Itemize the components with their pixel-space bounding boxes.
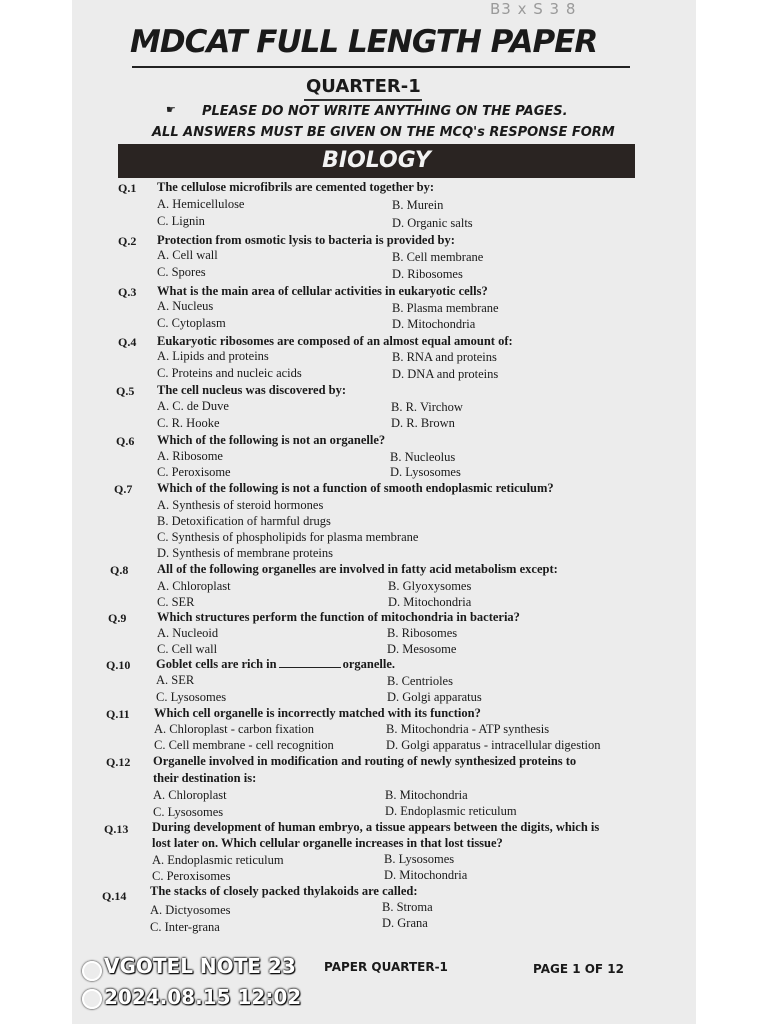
question-text-continued: lost later on. Which cellular organelle increases in that lost tissue? <box>152 836 503 850</box>
question-number: Q.6 <box>116 434 135 448</box>
option-d: D. Endoplasmic reticulum <box>385 804 517 818</box>
question-text: Which structures perform the function of mitochondria in bacteria? <box>157 610 520 624</box>
question-text <box>156 657 395 672</box>
option-b: B. Lysosomes <box>384 852 455 866</box>
option-b: B. Murein <box>392 198 444 212</box>
option-b: B. Glyoxysomes <box>388 579 472 593</box>
option-d: D. R. Brown <box>391 416 455 430</box>
option-a: A. Chloroplast <box>157 579 231 593</box>
question-number: Q.1 <box>118 181 137 195</box>
question-number: Q.3 <box>118 285 137 299</box>
option-a: A. Ribosome <box>157 449 223 463</box>
option-b: B. Ribosomes <box>387 626 458 640</box>
question-number: Q.2 <box>118 234 137 248</box>
option-c: C. Lysosomes <box>156 690 227 704</box>
option-c: C. Synthesis of phospholipids for plasma membrane <box>157 530 419 544</box>
option-a: A. Nucleus <box>157 299 214 313</box>
subject-title: BIOLOGY <box>322 148 431 173</box>
option-c: C. Cell wall <box>157 642 218 656</box>
quarter-underline <box>304 99 422 101</box>
option-a: A. Chloroplast - carbon fixation <box>154 722 315 736</box>
question-number: Q.11 <box>106 707 130 721</box>
option-d: D. Mesosome <box>387 642 457 656</box>
question-text: What is the main area of cellular activities in eukaryotic cells? <box>157 284 488 298</box>
option-b: B. Cell membrane <box>392 250 484 264</box>
paper-title: MDCAT FULL LENGTH PAPER <box>130 24 598 60</box>
option-b: B. Stroma <box>382 900 433 914</box>
question-number: Q.14 <box>102 889 127 903</box>
option-b: B. Detoxification of harmful drugs <box>157 514 331 528</box>
option-a: A. C. de Duve <box>157 399 229 413</box>
camera-watermark-icon <box>82 961 102 981</box>
footer-page-number: PAGE 1 OF 12 <box>533 962 625 976</box>
question-text: The cellulose microfibrils are cemented together by: <box>157 180 435 194</box>
option-d: D. Mitochondria <box>388 595 472 609</box>
fill-in-blank <box>279 657 341 668</box>
option-d: D. Mitochondria <box>384 868 468 882</box>
option-c: C. R. Hooke <box>157 416 220 430</box>
option-a: A. SER <box>156 673 195 687</box>
question-number: Q.8 <box>110 563 129 577</box>
camera-device-watermark: VGOTEL NOTE 23 <box>104 954 296 978</box>
camera-timestamp-watermark: 2024.08.15 12:02 <box>104 985 302 1009</box>
option-b: B. Centrioles <box>387 674 453 688</box>
option-c: C. Inter-grana <box>150 920 220 934</box>
option-b: B. R. Virchow <box>391 400 463 414</box>
option-d: D. Organic salts <box>392 216 473 230</box>
pointing-hand-icon: ☛ <box>166 103 176 116</box>
option-b: B. Mitochondria <box>385 788 468 802</box>
option-b: B. Nucleolus <box>390 450 456 464</box>
question-number: Q.10 <box>106 658 131 672</box>
option-b: B. Mitochondria - ATP synthesis <box>386 722 550 736</box>
option-a: A. Cell wall <box>157 248 218 262</box>
option-c: C. Spores <box>157 265 206 279</box>
option-d: D. Grana <box>382 916 428 930</box>
clock-watermark-icon <box>82 989 102 1009</box>
question-text: Organelle involved in modification and routing of newly synthesized proteins to <box>153 754 577 768</box>
option-d: D. DNA and proteins <box>392 367 499 381</box>
option-a: A. Nucleoid <box>157 626 219 640</box>
question-number: Q.5 <box>116 384 135 398</box>
option-a: A. Chloroplast <box>153 788 227 802</box>
exam-page <box>72 0 696 1024</box>
option-c: C. Lysosomes <box>153 805 224 819</box>
instruction-response-form: ALL ANSWERS MUST BE GIVEN ON THE MCQ's RESPONSE FORM <box>152 125 615 140</box>
question-text: All of the following organelles are involved in fatty acid metabolism except: <box>157 562 558 576</box>
question-text-end: organelle. <box>342 657 396 671</box>
option-a: A. Endoplasmic reticulum <box>152 853 284 867</box>
question-number: Q.7 <box>114 482 133 496</box>
subject-banner <box>118 144 635 178</box>
option-d: D. Mitochondria <box>392 317 476 331</box>
question-number: Q.4 <box>118 335 137 349</box>
instruction-no-writing: PLEASE DO NOT WRITE ANYTHING ON THE PAGES. <box>202 104 568 119</box>
option-c: C. Cytoplasm <box>157 316 226 330</box>
option-c: C. Lignin <box>157 214 205 228</box>
option-d: D. Ribosomes <box>392 267 463 281</box>
option-b: B. RNA and proteins <box>392 350 497 364</box>
question-number: Q.12 <box>106 755 131 769</box>
pencil-scribble: B3 x S 3 8 <box>490 0 577 18</box>
quarter-heading: QUARTER-1 <box>306 76 421 97</box>
question-text: Which cell organelle is incorrectly matched with its function? <box>154 706 481 720</box>
option-a: A. Lipids and proteins <box>157 349 269 363</box>
question-text: The cell nucleus was discovered by: <box>157 383 347 397</box>
option-c: C. Peroxisomes <box>152 869 231 883</box>
question-text: Which of the following is not a function of smooth endoplasmic reticulum? <box>157 481 554 495</box>
question-number: Q.13 <box>104 822 129 836</box>
option-d: D. Synthesis of membrane proteins <box>157 546 334 560</box>
question-text: Eukaryotic ribosomes are composed of an almost equal amount of: <box>157 334 513 348</box>
question-text: During development of human embryo, a tissue appears between the digits, which is <box>152 820 600 834</box>
option-c: C. Cell membrane - cell recognition <box>154 738 334 752</box>
title-underline <box>132 66 630 68</box>
option-a: A. Synthesis of steroid hormones <box>157 498 324 512</box>
question-text: Which of the following is not an organelle? <box>157 433 386 447</box>
question-text: The stacks of closely packed thylakoids are called: <box>150 884 418 898</box>
option-d: D. Lysosomes <box>390 465 461 479</box>
option-a: A. Dictyosomes <box>150 903 231 917</box>
footer-paper-label: PAPER QUARTER-1 <box>324 960 448 974</box>
option-d: D. Golgi apparatus <box>387 690 482 704</box>
option-c: C. Proteins and nucleic acids <box>157 366 302 380</box>
option-c: C. Peroxisome <box>157 465 231 479</box>
option-a: A. Hemicellulose <box>157 197 245 211</box>
option-c: C. SER <box>157 595 195 609</box>
question-text-continued: their destination is: <box>153 771 257 785</box>
option-d: D. Golgi apparatus - intracellular digestion <box>386 738 601 752</box>
question-text: Protection from osmotic lysis to bacteria is provided by: <box>157 233 455 247</box>
question-number: Q.9 <box>108 611 127 625</box>
question-text-start: Goblet cells are rich in <box>156 657 277 671</box>
option-b: B. Plasma membrane <box>392 301 499 315</box>
